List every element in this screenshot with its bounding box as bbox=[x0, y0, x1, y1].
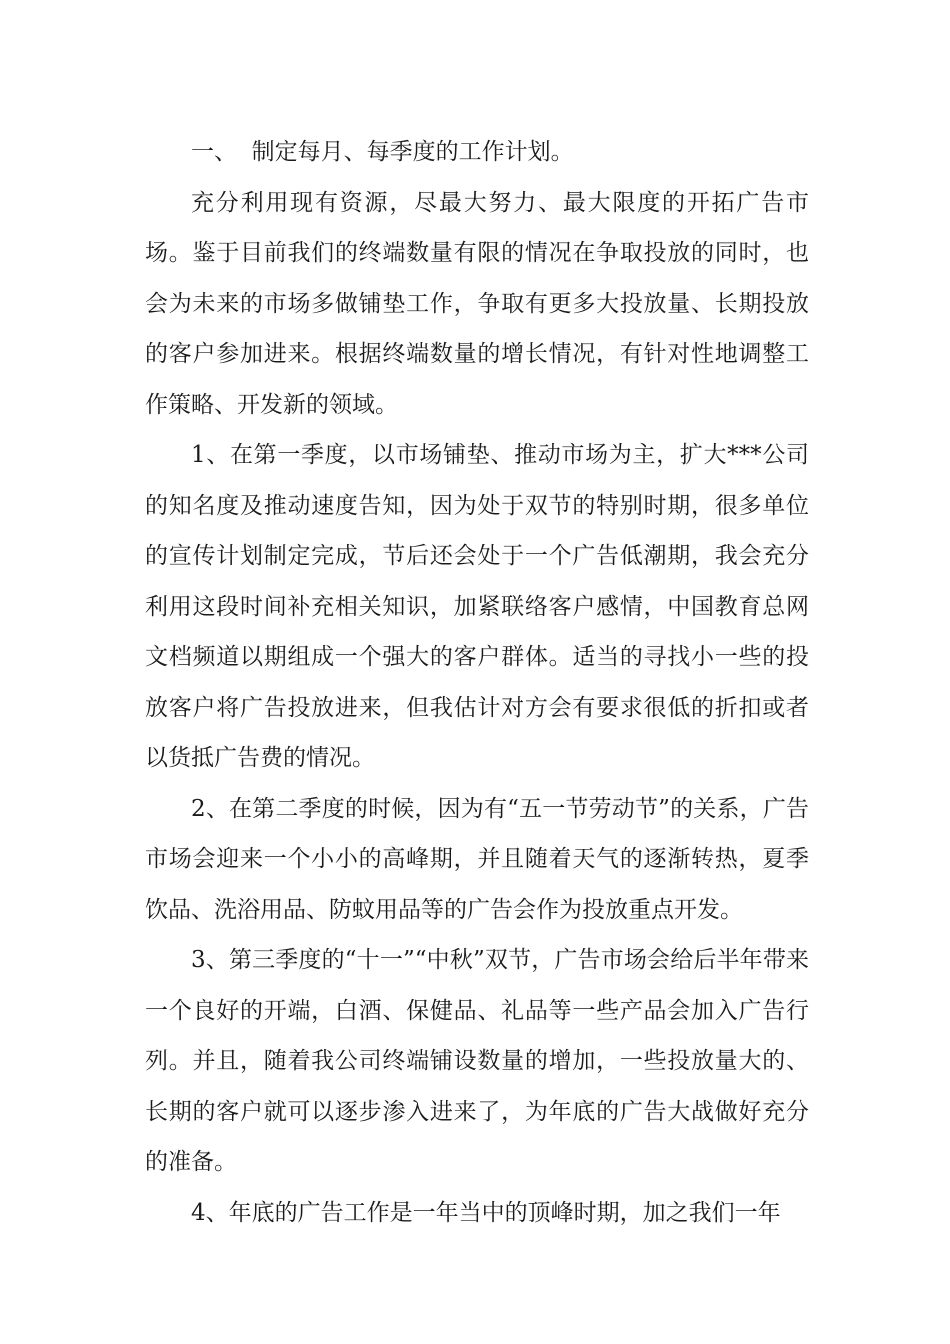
paragraph-q4: 4、年底的广告工作是一年当中的顶峰时期，加之我们一年 bbox=[191, 1199, 781, 1226]
paragraph-q3: 3、第三季度的“十一”“中秋”双节，广告市场会给后半年带来一个良好的开端，白酒、保健品、礼品等一些产品会加入广告行列。并且，随着我公司终端铺设数量的增加，一些投放量大的、长期的客户就可以逐步渗入进来了，为年底的广告大战做好充分的准备。 bbox=[145, 947, 809, 1175]
paragraph-intro: 充分利用现有资源，尽最大努力、最大限度的开拓广告市场。鉴于目前我们的终端数量有限的情况在争取投放的同时，也会为未来的市场多做铺垫工作，争取有更多大投放量、长期投放的客户参加进来。根据终端数量的增长情况，有针对性地调整工作策略、开发新的领域。 bbox=[145, 189, 809, 418]
section-heading: 一、 制定每月、每季度的工作计划。 bbox=[191, 139, 574, 165]
paragraph-q1: 1、在第一季度，以市场铺垫、推动市场为主，扩大***公司的知名度及推动速度告知，因为处于双节的特别时期，很多单位的宣传计划制定完成，节后还会处于一个广告低潮期，我会充分利用这段时间补充相关知识，加紧联络客户感情，中国教育总网文档频道以期组成一个强大的客户群体。适当的寻找小一些的投放客户将广告投放进来，但我估计对方会有要求很低的折扣或者以货抵广告费的情况。 bbox=[145, 442, 809, 771]
document-body bbox=[145, 127, 809, 1238]
paragraph-q2: 2、在第二季度的时候，因为有“五一节劳动节”的关系，广告市场会迎来一个小小的高峰期，并且随着天气的逐渐转热，夏季饮品、洗浴用品、防蚊用品等的广告会作为投放重点开发。 bbox=[145, 795, 809, 923]
